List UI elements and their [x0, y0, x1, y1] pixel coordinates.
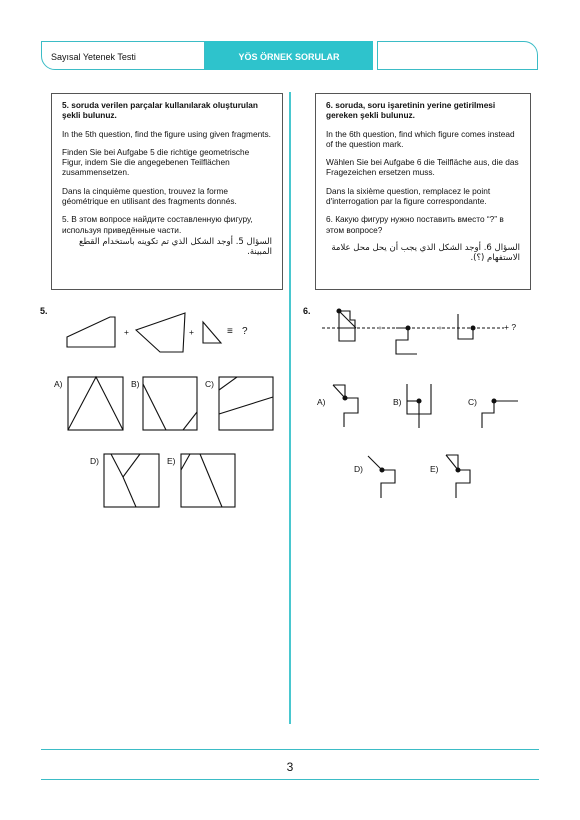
q5-text-fr: Dans la cinquième question, trouvez la forme géométrique en utilisant des fragments donnés. — [62, 185, 237, 206]
q5-text-ar: السؤال 5. أوجد الشكل الذي تم تكوينه باستخدام القطع المبينة. — [78, 236, 272, 258]
q5-text-tr: 5. soruda verilen parçalar kullanılarak oluşturulan şekli bulunuz. — [62, 100, 258, 121]
q5-question-mark: ? — [242, 326, 248, 337]
q5-fragment-quadrilateral — [136, 313, 185, 352]
q6-text-ru: 6. Какую фигуру нужно поставить вместо “?” в этом вопросе? — [326, 214, 504, 235]
q5-option-a-figure — [68, 377, 123, 430]
q6-text-tr: 6. soruda, soru işaretinin yerine getirilmesi gereken şekli bulunuz. — [326, 100, 496, 121]
q6-text-en: In the 6th question, find which figure comes instead of the question mark. — [326, 128, 515, 149]
q6-text-fr: Dans la sixième question, remplacez le point d'interrogation par la figure correspondante. — [326, 185, 491, 206]
q5-option-c-figure — [219, 377, 273, 430]
q6-option-d-label: D) — [354, 464, 363, 474]
q6-sequence-figure-1 — [337, 309, 356, 341]
q6-sequence-figure-2 — [396, 326, 417, 354]
footer-line-bottom — [41, 779, 539, 780]
page-number: 3 — [286, 760, 294, 774]
q6-option-e-figure — [446, 455, 470, 498]
q5-option-d-figure — [104, 454, 159, 507]
q5-option-b-figure — [143, 377, 197, 430]
q5-text-de: Finden Sie bei Aufgabe 5 die richtige geometrische Figur, indem Sie die angegebenen Teilflächen zusammensetzen. — [62, 146, 250, 178]
q6-text-ar: السؤال 6. أوجد الشكل الذي يجب أن يحل محل علامة الاستفهام (؟). — [331, 242, 520, 264]
q5-fragment-trapezoid — [67, 317, 115, 347]
q5-text-en: In the 5th question, find the figure using given fragments. — [62, 128, 271, 139]
footer-line-top — [41, 749, 539, 750]
q5-fragment-triangle — [203, 322, 221, 343]
q6-option-c-label: C) — [468, 397, 477, 407]
q5-text-ru: 5. В этом вопросе найдите составленную фигуру, используя приведённые части. — [62, 214, 253, 235]
q6-option-b-figure — [407, 384, 431, 428]
q5-option-c-label: C) — [205, 379, 214, 389]
q6-number: 6. — [303, 306, 311, 316]
q6-option-b-label: B) — [393, 397, 402, 407]
q5-option-d-label: D) — [90, 456, 99, 466]
q6-sequence-figure-3 — [458, 314, 475, 339]
q5-option-e-figure — [181, 454, 235, 507]
q5-option-e-label: E) — [167, 456, 176, 466]
header-test-title: Sayısal Yetenek Testi — [41, 41, 205, 70]
q5-plus-1: + — [124, 327, 129, 337]
header-section-title: YÖS ÖRNEK SORULAR — [205, 41, 373, 70]
q6-option-a-label: A) — [317, 397, 326, 407]
q6-option-d-figure — [368, 456, 395, 498]
q5-option-b-label: B) — [131, 379, 140, 389]
q5-number: 5. — [40, 306, 48, 316]
q6-option-a-figure — [333, 385, 358, 427]
q6-sequence-end: + ? — [504, 322, 517, 332]
q6-option-e-label: E) — [430, 464, 439, 474]
q6-text-de: Wählen Sie bei Aufgabe 6 die Teilfläche aus, die das Fragezeichen ersetzen muss. — [326, 157, 519, 178]
q5-equiv-sign: ≡ — [227, 326, 233, 337]
q6-option-c-figure — [482, 399, 518, 428]
q5-option-a-label: A) — [54, 379, 63, 389]
q5-plus-2: + — [189, 327, 194, 337]
